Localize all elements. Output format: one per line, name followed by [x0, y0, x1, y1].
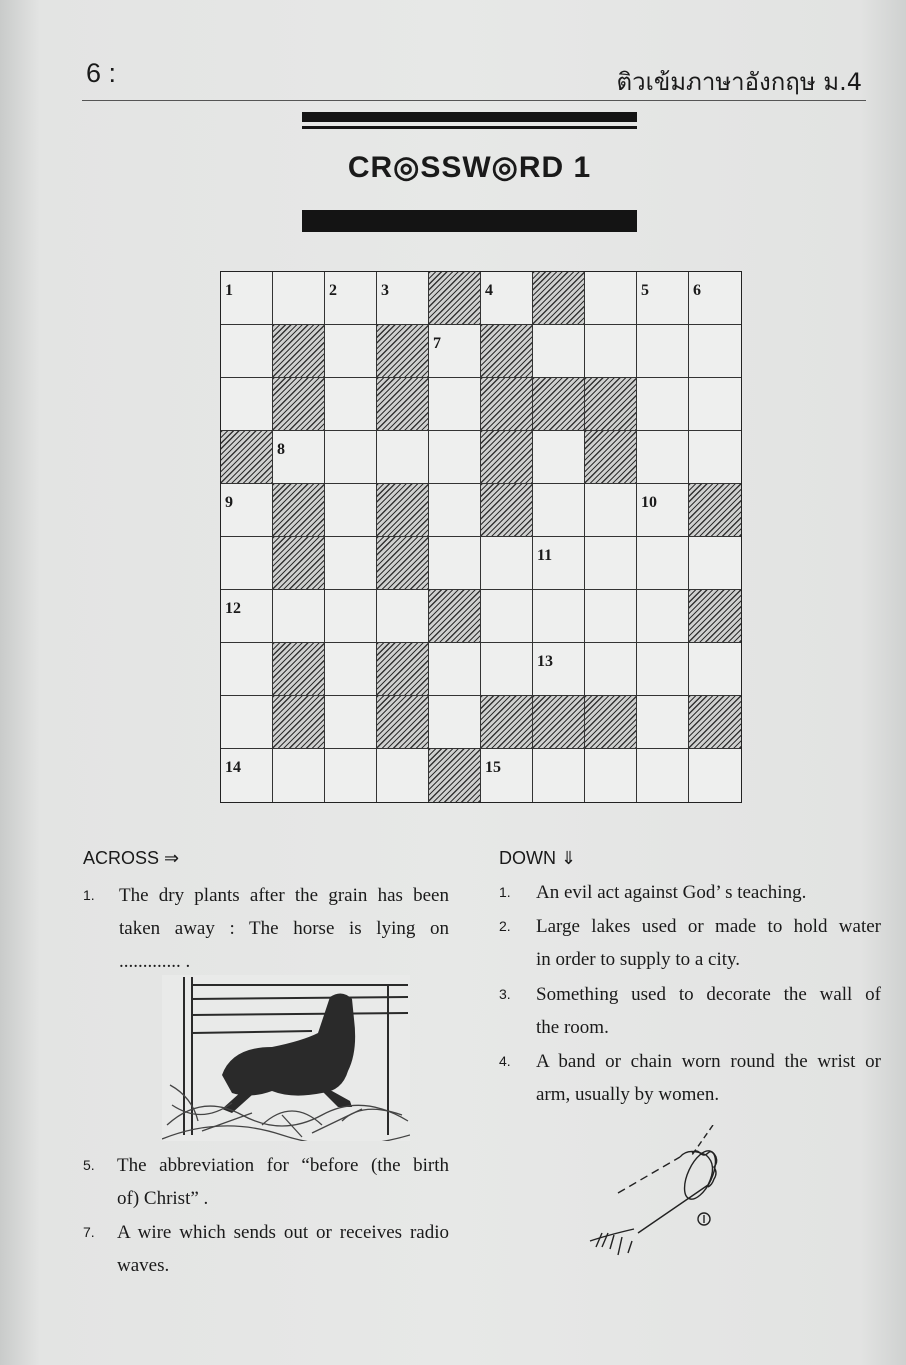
blocked-cell: [429, 272, 481, 325]
down-clue-3: [499, 978, 881, 1044]
answer-cell[interactable]: [689, 643, 741, 696]
clue-line: The abbreviation for “before (the birth: [117, 1155, 449, 1176]
clue-number-label: 9: [225, 494, 233, 511]
clue-line: waves.: [117, 1255, 170, 1276]
clue-number-label: 3: [381, 282, 389, 299]
clue-line: Something used to decorate the wall of: [536, 984, 881, 1005]
answer-cell[interactable]: [429, 431, 481, 484]
header-divider: [82, 100, 866, 101]
answer-cell[interactable]: [481, 537, 533, 590]
blocked-cell: [585, 696, 637, 749]
blocked-cell: [481, 484, 533, 537]
clue-number-label: 7: [433, 335, 441, 352]
answer-cell[interactable]: [221, 696, 273, 749]
answer-cell[interactable]: [637, 749, 689, 802]
answer-cell[interactable]: [221, 484, 273, 537]
blocked-cell: [377, 537, 429, 590]
clue-line: of) Christ” .: [117, 1188, 209, 1209]
answer-cell[interactable]: [585, 272, 637, 325]
answer-cell[interactable]: [533, 325, 585, 378]
clue-number-label: 12: [225, 600, 241, 617]
page-number: 6 :: [86, 58, 117, 88]
title-bar-bottom: [302, 210, 637, 232]
answer-cell[interactable]: [637, 590, 689, 643]
blocked-cell: [585, 431, 637, 484]
blocked-cell: [481, 325, 533, 378]
blocked-cell: [689, 590, 741, 643]
answer-cell[interactable]: [585, 537, 637, 590]
blocked-cell: [481, 696, 533, 749]
clue-number-label: 15: [485, 759, 501, 776]
answer-cell[interactable]: [585, 643, 637, 696]
answer-cell[interactable]: [533, 749, 585, 802]
blocked-cell: [377, 696, 429, 749]
blocked-cell: [377, 643, 429, 696]
answer-cell[interactable]: [273, 749, 325, 802]
answer-cell[interactable]: [637, 484, 689, 537]
clue-number: 5.: [83, 1157, 95, 1173]
down-clue-2: [499, 910, 881, 976]
answer-cell[interactable]: [325, 643, 377, 696]
clue-number-label: 4: [485, 282, 493, 299]
answer-cell[interactable]: [533, 484, 585, 537]
answer-cell[interactable]: [325, 431, 377, 484]
blocked-cell: [481, 378, 533, 431]
answer-cell[interactable]: [533, 643, 585, 696]
answer-cell[interactable]: [533, 537, 585, 590]
answer-cell[interactable]: [689, 537, 741, 590]
answer-cell[interactable]: [481, 749, 533, 802]
clue-number-label: 10: [641, 494, 657, 511]
clue-number: 7.: [83, 1224, 95, 1240]
clue-number: 4.: [499, 1053, 511, 1069]
answer-cell[interactable]: [221, 590, 273, 643]
blocked-cell: [689, 484, 741, 537]
answer-cell[interactable]: [689, 272, 741, 325]
blocked-cell: [273, 325, 325, 378]
answer-cell[interactable]: [533, 590, 585, 643]
blocked-cell: [429, 590, 481, 643]
horse-illustration: [162, 975, 410, 1141]
clue-number-label: 11: [537, 547, 553, 564]
blocked-cell: [585, 378, 637, 431]
blocked-cell: [533, 378, 585, 431]
answer-cell[interactable]: [429, 484, 481, 537]
answer-cell[interactable]: [325, 537, 377, 590]
crossword-grid: [220, 271, 742, 803]
clue-number: 1.: [499, 884, 511, 900]
clue-number-label: 13: [537, 653, 553, 670]
answer-cell[interactable]: [689, 749, 741, 802]
across-clue-7: [83, 1216, 449, 1282]
answer-cell[interactable]: [325, 378, 377, 431]
title-bar-top-line: [302, 126, 637, 129]
answer-cell[interactable]: [273, 272, 325, 325]
answer-cell[interactable]: [325, 484, 377, 537]
answer-cell[interactable]: [585, 484, 637, 537]
blocked-cell: [429, 749, 481, 802]
answer-cell[interactable]: [481, 272, 533, 325]
blocked-cell: [273, 484, 325, 537]
answer-cell[interactable]: [377, 272, 429, 325]
answer-cell[interactable]: [637, 696, 689, 749]
down-heading: DOWN ⇓: [499, 848, 577, 868]
answer-cell[interactable]: [429, 325, 481, 378]
answer-cell[interactable]: [585, 749, 637, 802]
clue-line: A band or chain worn round the wrist or: [536, 1051, 881, 1072]
answer-cell[interactable]: [637, 643, 689, 696]
clue-number-label: 6: [693, 282, 701, 299]
answer-cell[interactable]: [429, 537, 481, 590]
blocked-cell: [481, 431, 533, 484]
answer-cell[interactable]: [689, 325, 741, 378]
answer-cell[interactable]: [481, 590, 533, 643]
answer-cell[interactable]: [273, 431, 325, 484]
answer-cell[interactable]: [637, 431, 689, 484]
across-clue-5: [83, 1149, 449, 1215]
bracelet-illustration: [588, 1125, 733, 1265]
answer-cell[interactable]: [325, 272, 377, 325]
answer-cell[interactable]: [637, 537, 689, 590]
clue-line: ............. .: [119, 951, 191, 972]
page-title: CR◎SSW◎RD 1: [347, 151, 592, 184]
answer-cell[interactable]: [585, 590, 637, 643]
clue-line: The dry plants after the grain has been: [119, 885, 449, 906]
across-clue-1: [83, 879, 449, 978]
clue-number-label: 5: [641, 282, 649, 299]
clue-number-label: 14: [225, 759, 241, 776]
blocked-cell: [377, 325, 429, 378]
answer-cell[interactable]: [377, 431, 429, 484]
clue-line: An evil act against God’ s teaching.: [536, 882, 807, 903]
answer-cell[interactable]: [325, 696, 377, 749]
clue-number: 1.: [83, 887, 95, 903]
clue-line: A wire which sends out or receives radio: [117, 1222, 449, 1243]
answer-cell[interactable]: [377, 749, 429, 802]
answer-cell[interactable]: [689, 431, 741, 484]
answer-cell[interactable]: [221, 325, 273, 378]
across-heading: ACROSS ⇒: [83, 848, 180, 868]
clue-line: the room.: [536, 1017, 609, 1038]
title-bar-top: [302, 112, 637, 122]
answer-cell[interactable]: [221, 643, 273, 696]
answer-cell[interactable]: [637, 325, 689, 378]
blocked-cell: [533, 696, 585, 749]
blocked-cell: [533, 272, 585, 325]
blocked-cell: [273, 696, 325, 749]
clue-number-label: 1: [225, 282, 233, 299]
answer-cell[interactable]: [429, 696, 481, 749]
clue-line: in order to supply to a city.: [536, 949, 741, 970]
blocked-cell: [377, 378, 429, 431]
blocked-cell: [273, 537, 325, 590]
answer-cell[interactable]: [377, 590, 429, 643]
answer-cell[interactable]: [325, 325, 377, 378]
answer-cell[interactable]: [273, 590, 325, 643]
answer-cell[interactable]: [221, 378, 273, 431]
blocked-cell: [221, 431, 273, 484]
clue-number: 2.: [499, 918, 511, 934]
answer-cell[interactable]: [221, 537, 273, 590]
clue-number-label: 2: [329, 282, 337, 299]
answer-cell[interactable]: [637, 378, 689, 431]
down-clue-1: [499, 876, 881, 909]
book-title: ติวเข้มภาษาอังกฤษ ม.4: [616, 68, 862, 96]
clue-number: 3.: [499, 986, 511, 1002]
answer-cell[interactable]: [585, 325, 637, 378]
clue-line: Large lakes used or made to hold water: [536, 916, 881, 937]
clue-line: arm, usually by women.: [536, 1084, 720, 1105]
answer-cell[interactable]: [429, 378, 481, 431]
answer-cell[interactable]: [221, 272, 273, 325]
blocked-cell: [273, 378, 325, 431]
down-clue-4: [499, 1045, 881, 1111]
answer-cell[interactable]: [533, 431, 585, 484]
answer-cell[interactable]: [221, 749, 273, 802]
answer-cell[interactable]: [429, 643, 481, 696]
answer-cell[interactable]: [689, 378, 741, 431]
blocked-cell: [377, 484, 429, 537]
answer-cell[interactable]: [637, 272, 689, 325]
blocked-cell: [689, 696, 741, 749]
clue-line: taken away : The horse is lying on: [119, 918, 449, 939]
blocked-cell: [273, 643, 325, 696]
answer-cell[interactable]: [325, 749, 377, 802]
answer-cell[interactable]: [325, 590, 377, 643]
answer-cell[interactable]: [481, 643, 533, 696]
clue-number-label: 8: [277, 441, 285, 458]
